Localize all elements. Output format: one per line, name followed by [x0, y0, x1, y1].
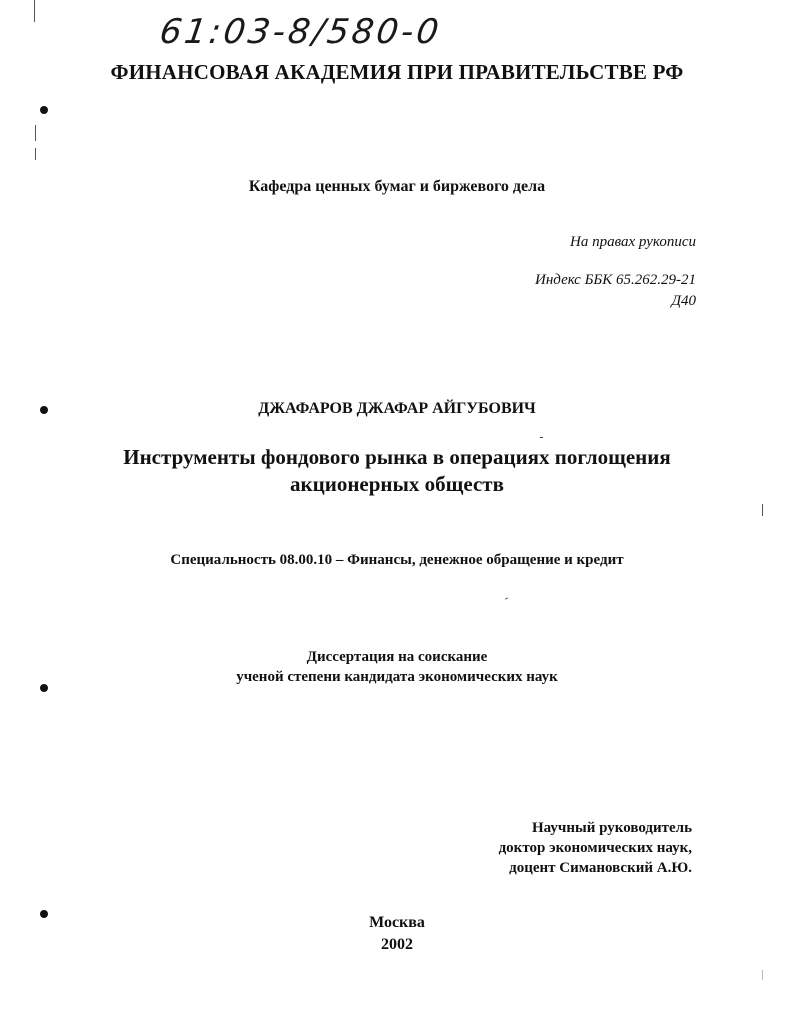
scan-edge-line: [35, 125, 36, 141]
scan-speck: [505, 597, 508, 599]
specialty-line: Специальность 08.00.10 – Финансы, денежное обращение и кредит: [170, 552, 624, 568]
binder-hole-mark: [40, 106, 48, 114]
advisor-line-2: доктор экономических наук,: [498, 840, 692, 856]
handwritten-archive-number: 61:03-8/580-0: [157, 12, 444, 52]
degree-statement: [0, 647, 794, 687]
binder-hole-mark: [40, 684, 48, 692]
city-name: Москва: [369, 914, 425, 931]
scan-edge-line: [762, 970, 763, 980]
index-code: Д40: [671, 293, 696, 309]
degree-line-2: ученой степени кандидата экономических наук: [236, 669, 558, 685]
title-line-2: акционерных обществ: [290, 472, 504, 496]
organization-heading: ФИНАНСОВАЯ АКАДЕМИЯ ПРИ ПРАВИТЕЛЬСТВЕ РФ: [110, 60, 684, 84]
scan-edge-line: [35, 148, 36, 160]
department-name: Кафедра ценных бумаг и биржевого дела: [248, 178, 546, 195]
manuscript-rights-note: На правах рукописи: [570, 234, 696, 250]
binder-hole-mark: [40, 406, 48, 414]
scan-speck: [540, 437, 543, 438]
dissertation-title: [0, 444, 794, 498]
advisor-line-3: доцент Симановский А.Ю.: [509, 860, 692, 876]
year: 2002: [381, 936, 413, 953]
scan-edge-line: [34, 0, 35, 22]
bbk-index: Индекс ББК 65.262.29-21: [535, 272, 696, 288]
scan-edge-line: [762, 504, 763, 516]
author-name: ДЖАФАРОВ ДЖАФАР АЙГУБОВИЧ: [258, 400, 536, 417]
place-and-year: [0, 912, 794, 956]
degree-line-1: Диссертация на соискание: [306, 649, 488, 665]
advisor-line-1: Научный руководитель: [532, 820, 692, 836]
title-line-1: Инструменты фондового рынка в операциях поглощения: [123, 445, 671, 469]
binder-hole-mark: [40, 910, 48, 918]
scientific-advisor: [499, 818, 692, 878]
